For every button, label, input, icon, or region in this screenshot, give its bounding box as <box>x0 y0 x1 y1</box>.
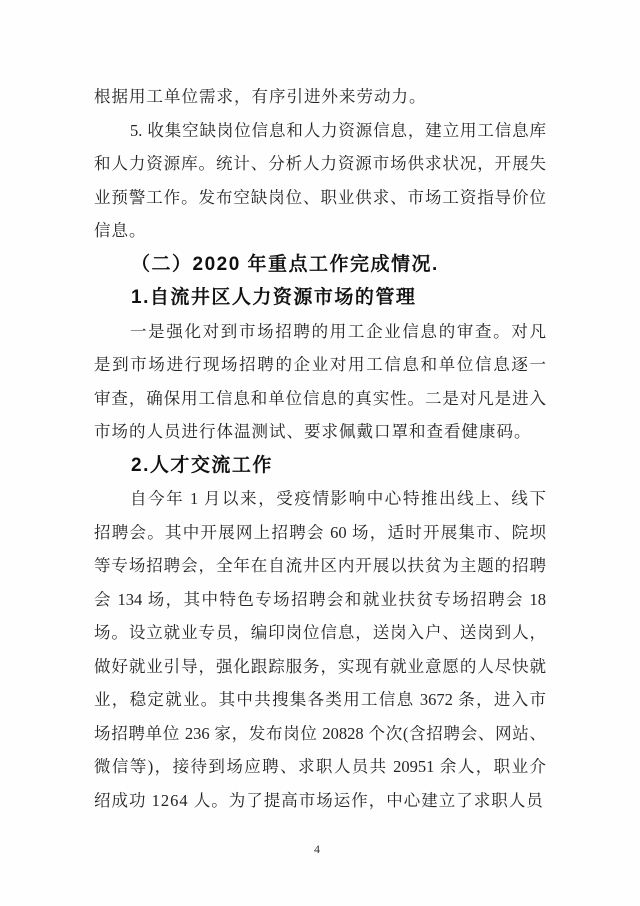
section-heading: 1.自流井区人力资源市场的管理 <box>131 287 417 308</box>
text-line: 5. 收集空缺岗位信息和人力资源信息，建立用工信息库 <box>130 120 546 140</box>
text-line: 是到市场进行现场招聘的企业对用工信息和单位信息逐一 <box>94 355 546 374</box>
text-line: 审查，确保用工信息和单位信息的真实性。二是对凡是进入 <box>94 388 546 408</box>
document-body <box>94 80 546 817</box>
text-line: 根据用工单位需求，有序引进外来劳动力。 <box>94 87 427 106</box>
text-line: 业预警工作。发布空缺岗位、职业供求、市场工资指导价位 <box>94 187 546 207</box>
text-line: 场招聘单位 236 家，发布岗位 20828 个次(含招聘会、网站、 <box>94 723 546 743</box>
text-line: 信息。 <box>94 221 147 240</box>
text-line: 一是强化对到市场招聘的用工企业信息的审查。对凡 <box>130 321 546 341</box>
text-line: 微信等)，接待到场应聘、求职人员共 20951 余人，职业介 <box>94 757 546 776</box>
section-heading: （二）2020 年重点工作完成情况. <box>131 253 439 275</box>
text-line: 业，稳定就业。其中共搜集各类用工信息 3672 条，进入市 <box>94 690 546 709</box>
text-line: 市场的人员进行体温测试、要求佩戴口罩和查看健康码。 <box>94 422 532 441</box>
text-line: 等专场招聘会，全年在自流井区内开展以扶贫为主题的招聘 <box>94 556 546 575</box>
text-line: 绍成功 1264 人。为了提高市场运作，中心建立了求职人员 <box>94 790 544 810</box>
text-line: 自今年 1 月以来，受疫情影响中心特推出线上、线下 <box>130 489 546 508</box>
text-line: 会 134 场，其中特色专场招聘会和就业扶贫专场招聘会 18 <box>94 589 546 609</box>
text-line: 和人力资源库。统计、分析人力资源市场供求状况，开展失 <box>94 154 546 173</box>
page-number: 4 <box>314 842 320 856</box>
text-line: 招聘会。其中开展网上招聘会 60 场，适时开展集市、院坝 <box>94 522 546 542</box>
text-line: 做好就业引导，强化跟踪服务，实现有就业意愿的人尽快就 <box>94 656 546 676</box>
section-heading: 2.人才交流工作 <box>131 454 273 476</box>
text-line: 场。设立就业专员，编印岗位信息，送岗入户、送岗到人， <box>94 623 546 642</box>
